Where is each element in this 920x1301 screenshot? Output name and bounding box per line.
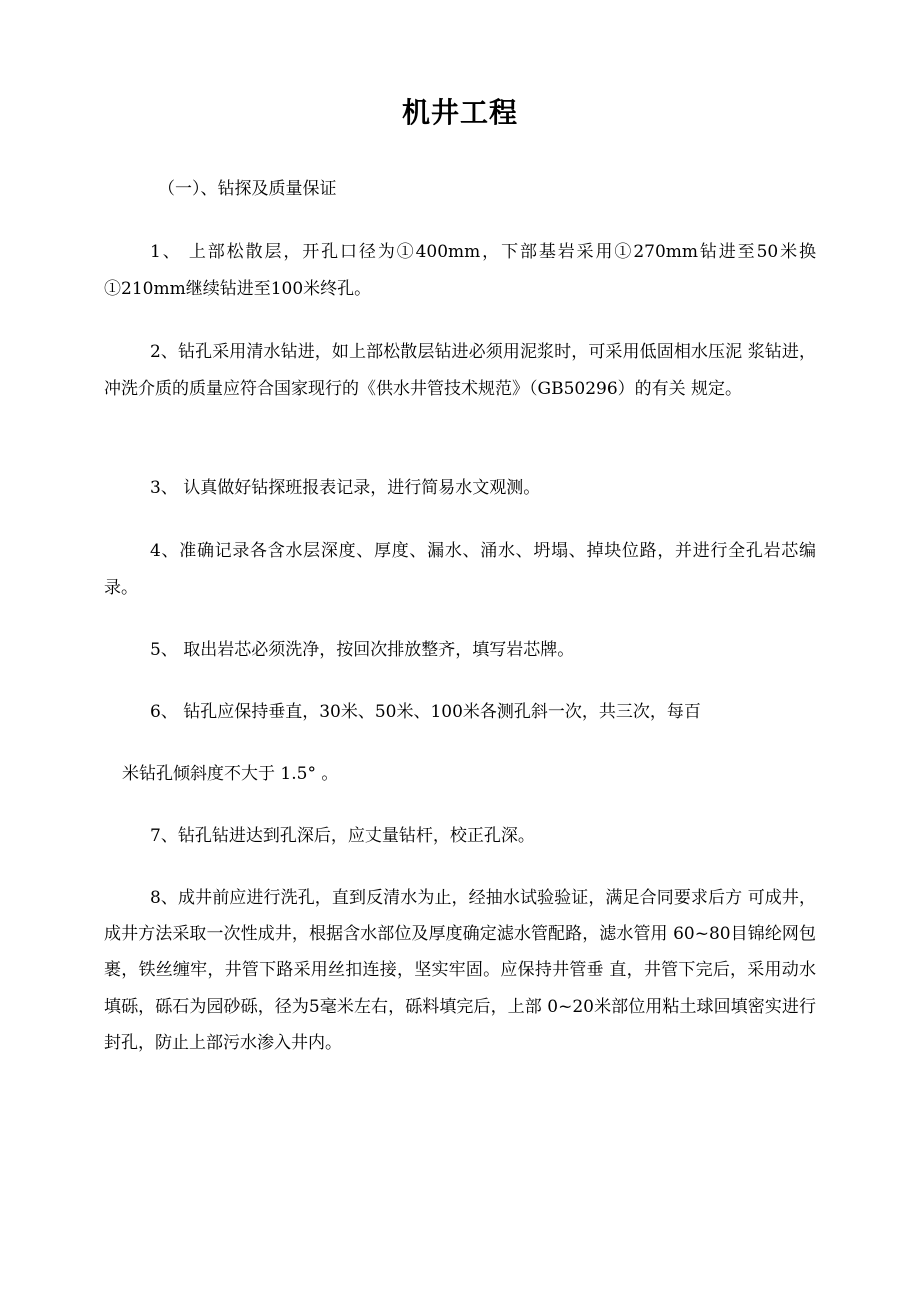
paragraph-7: 7、钻孔钻进达到孔深后，应丈量钻杆，校正孔深。 [150,826,535,846]
section-heading: （一）、钻探及质量保证 [158,179,337,199]
paragraph-2: 2、钻孔采用清水钻进，如上部松散层钻进必须用泥浆时，可采用低固相水压泥 浆钻进，冲洗介质的质量应符合国家现行的《供水井管技术规范》（GB50296）的有关 规定。 [104,342,816,399]
page-title: 机井工程 [401,96,518,129]
paragraph-5: 5、 取出岩芯必须洗净，按回次排放整齐，填写岩芯牌。 [150,640,575,660]
paragraph-6-continuation: 米钻孔倾斜度不大于 1.5° 。 [122,764,339,784]
paragraph-8: 8、成井前应进行洗孔，直到反清水为止，经抽水试验验证，满足合同要求后方 可成井，成井方法采取一次性成井，根据含水部位及厚度确定滤水管配路，滤水管用 60~80目锦纶网包裹，铁丝缠牢，井管下路采用丝扣连接，坚实牢固。应保持井管垂 直，井管下完后，采用动水填砾，砾石为园砂砾，径为5毫米左右，砾料填完后，上部 0~20米部位用粘土球回填密实进行封孔，防止上部污水渗入井内。 [104,888,816,1053]
paragraph-4: 4、准确记录各含水层深度、厚度、漏水、涌水、坍塌、掉块位路，并进行全孔岩芯编录。 [104,541,816,598]
paragraph-6: 6、 钻孔应保持垂直，30米、50米、100米各测孔斜一次，共三次，每百 [150,702,701,722]
paragraph-3: 3、 认真做好钻探班报表记录，进行简易水文观测。 [150,478,541,498]
paragraph-1: 1、 上部松散层，开孔口径为①400mm，下部基岩采用①270mm钻进至50米换①210mm继续钻进至100米终孔。 [104,242,816,299]
